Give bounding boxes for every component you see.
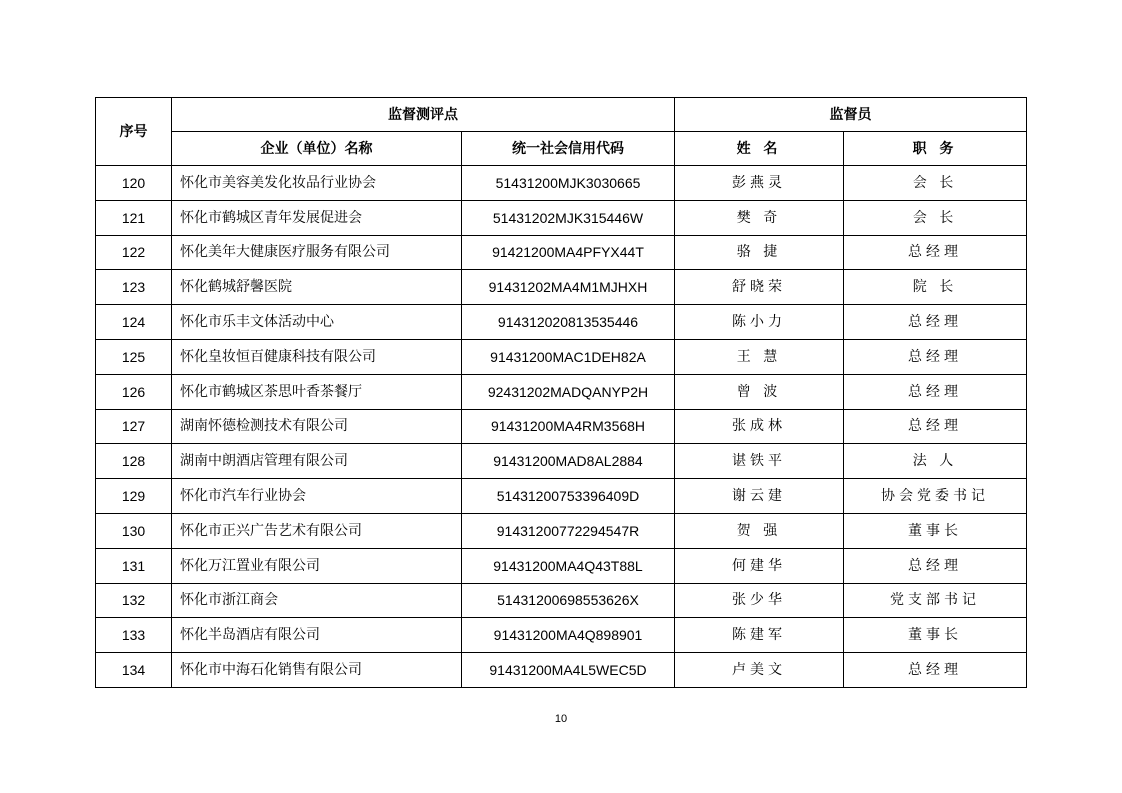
- header-seq: 序号: [96, 98, 172, 166]
- row-seq: 128: [96, 444, 172, 479]
- row-credit-code: 51431200753396409D: [462, 479, 675, 514]
- table-row: [96, 618, 1027, 653]
- row-credit-code: 91431200MA4RM3568H: [462, 409, 675, 444]
- row-credit-code: 91421200MA4PFYX44T: [462, 235, 675, 270]
- header-company-name: 企业（单位）名称: [172, 132, 462, 166]
- row-company-name: 湖南怀德检测技术有限公司: [172, 409, 462, 444]
- row-credit-code: 91431200MAD8AL2884: [462, 444, 675, 479]
- row-seq: 130: [96, 513, 172, 548]
- row-supervisor-position: 总经理: [844, 409, 1027, 444]
- row-seq: 131: [96, 548, 172, 583]
- row-seq: 129: [96, 479, 172, 514]
- table-row: [96, 166, 1027, 201]
- row-company-name: 怀化半岛酒店有限公司: [172, 618, 462, 653]
- row-company-name: 怀化美年大健康医疗服务有限公司: [172, 235, 462, 270]
- header-evaluation-point: 监督测评点: [172, 98, 675, 132]
- header-position: 职 务: [844, 132, 1027, 166]
- row-company-name: 怀化市鹤城区青年发展促进会: [172, 200, 462, 235]
- row-credit-code: 914312020813535446: [462, 305, 675, 340]
- row-company-name: 怀化鹤城舒馨医院: [172, 270, 462, 305]
- row-supervisor-position: 董事长: [844, 618, 1027, 653]
- row-seq: 125: [96, 339, 172, 374]
- row-supervisor-position: 院 长: [844, 270, 1027, 305]
- row-seq: 122: [96, 235, 172, 270]
- row-seq: 121: [96, 200, 172, 235]
- header-name: 姓 名: [675, 132, 844, 166]
- header-supervisor: 监督员: [675, 98, 1027, 132]
- row-credit-code: 91431200MA4L5WEC5D: [462, 653, 675, 688]
- row-credit-code: 92431202MADQANYP2H: [462, 374, 675, 409]
- table-row: [96, 235, 1027, 270]
- row-supervisor-position: 法 人: [844, 444, 1027, 479]
- row-supervisor-position: 总经理: [844, 548, 1027, 583]
- row-credit-code: 91431200772294547R: [462, 513, 675, 548]
- row-company-name: 怀化市中海石化销售有限公司: [172, 653, 462, 688]
- row-supervisor-name: 卢美文: [675, 653, 844, 688]
- row-company-name: 怀化万江置业有限公司: [172, 548, 462, 583]
- row-seq: 132: [96, 583, 172, 618]
- row-supervisor-name: 曾 波: [675, 374, 844, 409]
- row-seq: 123: [96, 270, 172, 305]
- row-seq: 120: [96, 166, 172, 201]
- header-credit-code: 统一社会信用代码: [462, 132, 675, 166]
- row-supervisor-name: 陈建军: [675, 618, 844, 653]
- row-supervisor-position: 协会党委书记: [844, 479, 1027, 514]
- row-credit-code: 51431200698553626X: [462, 583, 675, 618]
- row-company-name: 怀化市汽车行业协会: [172, 479, 462, 514]
- row-company-name: 怀化市美容美发化妆品行业协会: [172, 166, 462, 201]
- row-credit-code: 91431202MA4M1MJHXH: [462, 270, 675, 305]
- row-supervisor-name: 张少华: [675, 583, 844, 618]
- row-supervisor-name: 贺 强: [675, 513, 844, 548]
- row-supervisor-position: 总经理: [844, 305, 1027, 340]
- row-supervisor-name: 何建华: [675, 548, 844, 583]
- table-row: [96, 583, 1027, 618]
- row-supervisor-position: 总经理: [844, 339, 1027, 374]
- row-company-name: 湖南中朗酒店管理有限公司: [172, 444, 462, 479]
- row-company-name: 怀化皇妆恒百健康科技有限公司: [172, 339, 462, 374]
- row-supervisor-position: 总经理: [844, 374, 1027, 409]
- row-supervisor-name: 谌铁平: [675, 444, 844, 479]
- table-row: [96, 653, 1027, 688]
- row-company-name: 怀化市乐丰文体活动中心: [172, 305, 462, 340]
- row-supervisor-name: 樊 奇: [675, 200, 844, 235]
- row-supervisor-position: 会 长: [844, 166, 1027, 201]
- row-supervisor-name: 骆 捷: [675, 235, 844, 270]
- table-row: [96, 444, 1027, 479]
- row-supervisor-name: 舒晓荣: [675, 270, 844, 305]
- row-company-name: 怀化市鹤城区茶思叶香茶餐厅: [172, 374, 462, 409]
- table-row: [96, 200, 1027, 235]
- row-supervisor-position: 总经理: [844, 235, 1027, 270]
- row-seq: 124: [96, 305, 172, 340]
- table-row: [96, 409, 1027, 444]
- page-number: 10: [554, 713, 568, 725]
- table-row: [96, 305, 1027, 340]
- row-supervisor-name: 张成林: [675, 409, 844, 444]
- table-row: [96, 339, 1027, 374]
- row-credit-code: 51431202MJK315446W: [462, 200, 675, 235]
- row-seq: 133: [96, 618, 172, 653]
- row-supervisor-name: 陈小力: [675, 305, 844, 340]
- row-seq: 134: [96, 653, 172, 688]
- row-supervisor-position: 总经理: [844, 653, 1027, 688]
- row-seq: 127: [96, 409, 172, 444]
- row-company-name: 怀化市正兴广告艺术有限公司: [172, 513, 462, 548]
- row-supervisor-name: 谢云建: [675, 479, 844, 514]
- table-row: [96, 270, 1027, 305]
- table-row: [96, 513, 1027, 548]
- row-credit-code: 91431200MA4Q898901: [462, 618, 675, 653]
- row-supervisor-position: 党支部书记: [844, 583, 1027, 618]
- row-supervisor-name: 王 慧: [675, 339, 844, 374]
- row-supervisor-position: 董事长: [844, 513, 1027, 548]
- table-row: [96, 548, 1027, 583]
- row-seq: 126: [96, 374, 172, 409]
- row-credit-code: 51431200MJK3030665: [462, 166, 675, 201]
- supervision-table: [95, 97, 1027, 688]
- row-credit-code: 91431200MAC1DEH82A: [462, 339, 675, 374]
- table-row: [96, 374, 1027, 409]
- row-credit-code: 91431200MA4Q43T88L: [462, 548, 675, 583]
- row-supervisor-position: 会 长: [844, 200, 1027, 235]
- row-supervisor-name: 彭燕灵: [675, 166, 844, 201]
- table-row: [96, 479, 1027, 514]
- row-company-name: 怀化市浙江商会: [172, 583, 462, 618]
